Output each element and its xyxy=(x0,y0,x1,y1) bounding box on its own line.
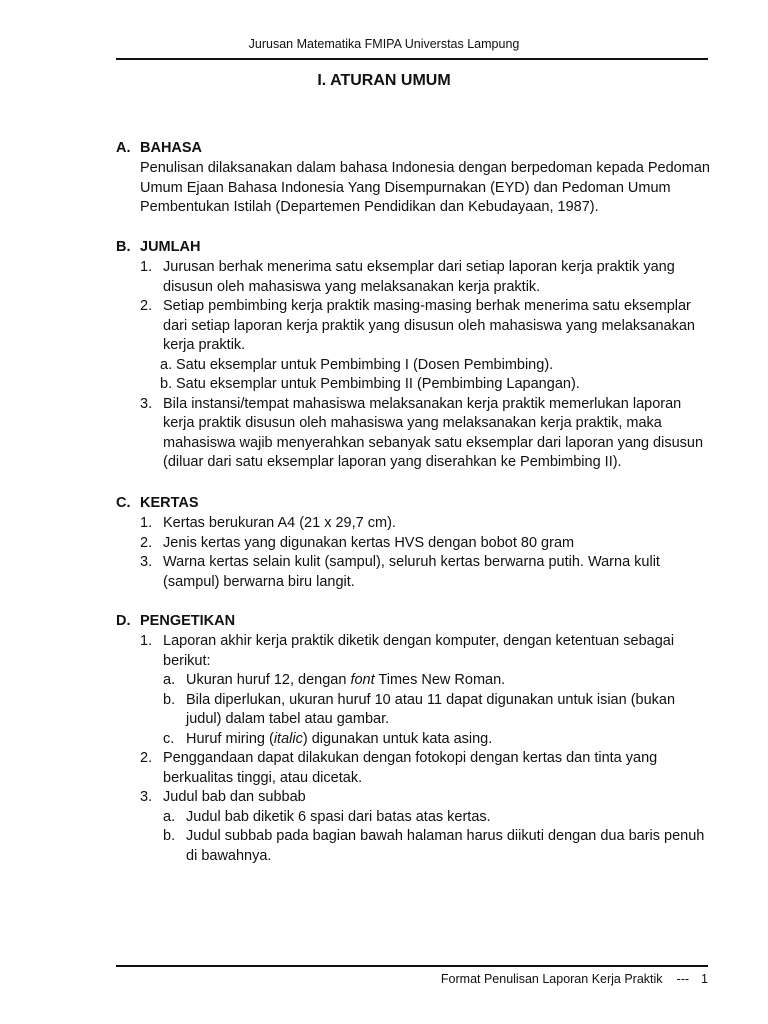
list-item xyxy=(140,514,716,534)
text-run: Ukuran huruf 12, dengan xyxy=(186,672,351,688)
sub-list-item xyxy=(160,375,716,395)
section-title: PENGETIKAN xyxy=(140,613,236,629)
sub-item-text: Satu eksemplar untuk Pembimbing I (Dosen Pembimbing). xyxy=(176,356,554,373)
section-title: JUMLAH xyxy=(140,239,201,255)
sub-item-letter: b. xyxy=(163,691,176,708)
item-text: Laporan akhir kerja praktik diketik dengan komputer, dengan ketentuan sebagai berikut: xyxy=(163,633,675,669)
chapter-title: I. ATURAN UMUM xyxy=(317,72,451,89)
item-text: Kertas berukuran A4 (21 x 29,7 cm). xyxy=(163,515,396,531)
sub-item-text: Judul subbab pada bagian bawah halaman harus diikuti dengan dua baris penuh di bawahnya. xyxy=(186,828,705,864)
item-number: 2. xyxy=(140,750,153,766)
section-letter: A. xyxy=(116,140,131,156)
sub-item-letter: b. xyxy=(160,376,173,392)
list-item xyxy=(140,297,716,356)
footer-title: Format Penulisan Laporan Kerja Praktik xyxy=(440,972,663,986)
section-heading xyxy=(116,238,716,258)
sub-list-item xyxy=(163,827,716,866)
sub-list-item xyxy=(163,671,716,691)
item-text: Warna kertas selain kulit (sampul), seluruh kertas berwarna putih. Warna kulit (sampul) berwarna biru langit. xyxy=(163,554,660,590)
section-bahasa xyxy=(116,139,716,218)
section-pengetikan xyxy=(116,612,716,866)
text-run: Huruf miring ( xyxy=(186,730,274,747)
item-number: 3. xyxy=(140,789,153,805)
sub-item-text xyxy=(186,730,708,750)
section-title: BAHASA xyxy=(140,140,203,156)
section-kertas xyxy=(116,494,716,592)
text-run: Times New Roman. xyxy=(374,672,506,688)
section-letter: C. xyxy=(116,495,131,511)
sub-item-letter: a. xyxy=(163,808,176,825)
item-number: 1. xyxy=(140,633,153,649)
section-paragraph: Penulisan dilaksanakan dalam bahasa Indonesia dengan berpedoman kepada Pedoman Umum Ejaan Bahasa Indonesia Yang Disempurnakan (EYD) dan Pedoman Umum Pembentukan Istilah (Departemen Pendidikan dan Kebudayaan, 1987). xyxy=(140,160,710,215)
sub-item-text: Bila diperlukan, ukuran huruf 10 atau 11 dapat digunakan untuk isian (bukan judul) dalam tabel atau gambar. xyxy=(186,691,676,727)
item-number: 3. xyxy=(140,554,153,570)
sub-list-item xyxy=(163,730,716,750)
running-header: Jurusan Matematika FMIPA Universtas Lampung xyxy=(248,37,520,51)
sub-item-letter: a. xyxy=(163,672,176,688)
section-heading xyxy=(116,139,716,159)
sub-item-text: Judul bab diketik 6 spasi dari batas atas kertas. xyxy=(186,808,491,825)
footer-rule xyxy=(116,965,708,967)
sub-list-item xyxy=(160,356,716,376)
item-number: 1. xyxy=(140,515,153,531)
list-item xyxy=(140,788,716,808)
list-item xyxy=(140,258,716,297)
section-heading xyxy=(116,494,716,514)
list-item xyxy=(140,395,716,473)
section-jumlah xyxy=(116,238,716,473)
header-rule xyxy=(116,58,708,60)
list-item xyxy=(140,749,716,788)
item-text: Bila instansi/tempat mahasiswa melaksanakan kerja praktik memerlukan laporan kerja praktik disusun oleh mahasiswa yang melaksanakan kerja praktik, maka mahasiswa wajib menyerahkan sebanyak satu eksemplar dari laporan yang disusun (diluar dari satu eksemplar laporan yang diserahkan ke Pembimbing II). xyxy=(163,395,704,470)
sub-item-letter: c. xyxy=(163,730,175,747)
sub-list-item xyxy=(163,691,716,730)
italic-term: italic xyxy=(273,730,303,747)
item-number: 1. xyxy=(140,259,153,275)
item-number: 2. xyxy=(140,534,153,551)
section-letter: B. xyxy=(116,239,131,255)
item-text: Setiap pembimbing kerja praktik masing-masing berhak menerima satu eksemplar dari setiap laporan kerja praktik yang disusun oleh mahasiswa yang melaksanakan kerja praktik. xyxy=(163,298,695,353)
italic-term: font xyxy=(350,672,375,688)
footer-separator: --- xyxy=(676,972,690,986)
item-number: 3. xyxy=(140,395,153,412)
text-run: ) digunakan untuk kata asing. xyxy=(302,730,493,747)
item-text: Jenis kertas yang digunakan kertas HVS dengan bobot 80 gram xyxy=(163,534,575,551)
sub-item-text xyxy=(186,671,708,691)
item-text: Judul bab dan subbab xyxy=(163,789,306,805)
sub-item-text: Satu eksemplar untuk Pembimbing II (Pembimbing Lapangan). xyxy=(176,376,580,392)
section-title: KERTAS xyxy=(140,495,199,511)
page-number: 1 xyxy=(701,972,708,986)
list-item xyxy=(140,553,716,592)
item-text: Penggandaan dapat dilakukan dengan fotokopi dengan kertas dan tinta yang berkualitas tinggi, atau dicetak. xyxy=(163,750,658,786)
section-letter: D. xyxy=(116,613,131,629)
sub-item-letter: a. xyxy=(160,356,173,373)
list-item xyxy=(140,534,716,554)
item-number: 2. xyxy=(140,298,153,314)
running-footer xyxy=(0,972,708,986)
item-text: Jurusan berhak menerima satu eksemplar dari setiap laporan kerja praktik yang disusun oleh mahasiswa yang melaksanakan kerja praktik. xyxy=(163,259,675,295)
list-item xyxy=(140,632,716,671)
sub-list-item xyxy=(163,808,716,828)
sub-item-letter: b. xyxy=(163,828,176,844)
section-heading xyxy=(116,612,716,632)
